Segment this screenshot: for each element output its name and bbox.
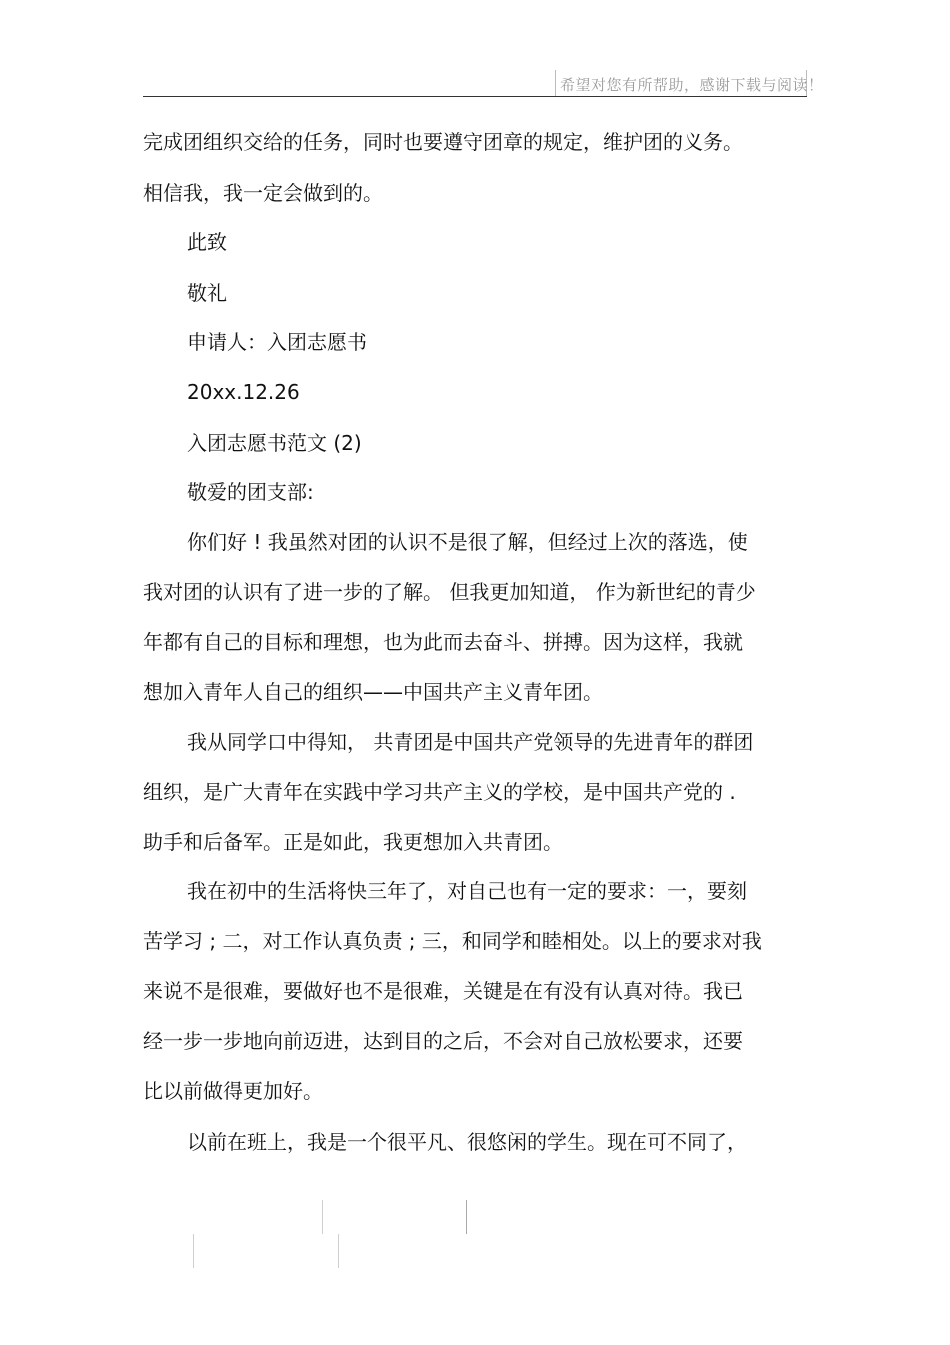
salutation: 敬爱的团支部: (187, 480, 314, 504)
body-line: 助手和后备军。正是如此，我更想加入共青团。 (143, 830, 563, 854)
header-rule (143, 96, 807, 97)
body-line: 我从同学口中得知， 共青团是中国共产党领导的先进青年的群团 (187, 730, 754, 754)
body-line: 苦学习 ; 二，对工作认真负责 ; 三，和同学和睦相处。以上的要求对我 (143, 929, 762, 953)
scan-mark (322, 1200, 323, 1234)
applicant-line: 申请人：入团志愿书 (187, 330, 367, 354)
body-line: 经一步一步地向前迈进，达到目的之后，不会对自己放松要求，还要 (143, 1029, 743, 1053)
body-line: 想加入青年人自己的组织——中国共产主义青年团。 (143, 680, 603, 704)
header-note: 希望对您有所帮助，感谢下载与阅读！ (560, 76, 824, 94)
body-line: 组织，是广大青年在实践中学习共产主义的学校，是中国共产党的 . (143, 780, 736, 804)
body-line: 我对团的认识有了进一步的了解。 但我更加知道， 作为新世纪的青少 (143, 580, 756, 604)
body-line: 以前在班上，我是一个很平凡、很悠闲的学生。现在可不同了， (187, 1130, 747, 1154)
body-line: 我在初中的生活将快三年了，对自己也有一定的要求：一，要刻 (187, 879, 747, 903)
body-line: 此致 (187, 230, 227, 254)
scan-mark (466, 1200, 467, 1234)
body-line: 完成团组织交给的任务，同时也要遵守团章的规定，维护团的义务。 (143, 130, 743, 154)
body-line: 来说不是很难，要做好也不是很难，关键是在有没有认真对待。我已 (143, 979, 743, 1003)
scan-mark (193, 1234, 194, 1268)
section-title: 入团志愿书范文 (2) (187, 431, 362, 455)
body-line: 比以前做得更加好。 (143, 1079, 323, 1103)
body-line: 敬礼 (187, 281, 227, 305)
body-line: 年都有自己的目标和理想，也为此而去奋斗、拼搏。因为这样，我就 (143, 630, 743, 654)
body-line: 相信我，我一定会做到的。 (143, 181, 383, 205)
body-line: 你们好 ! 我虽然对团的认识不是很了解，但经过上次的落选，使 (187, 530, 748, 554)
date-line: 20xx.12.26 (187, 380, 300, 404)
scan-mark (338, 1234, 339, 1268)
